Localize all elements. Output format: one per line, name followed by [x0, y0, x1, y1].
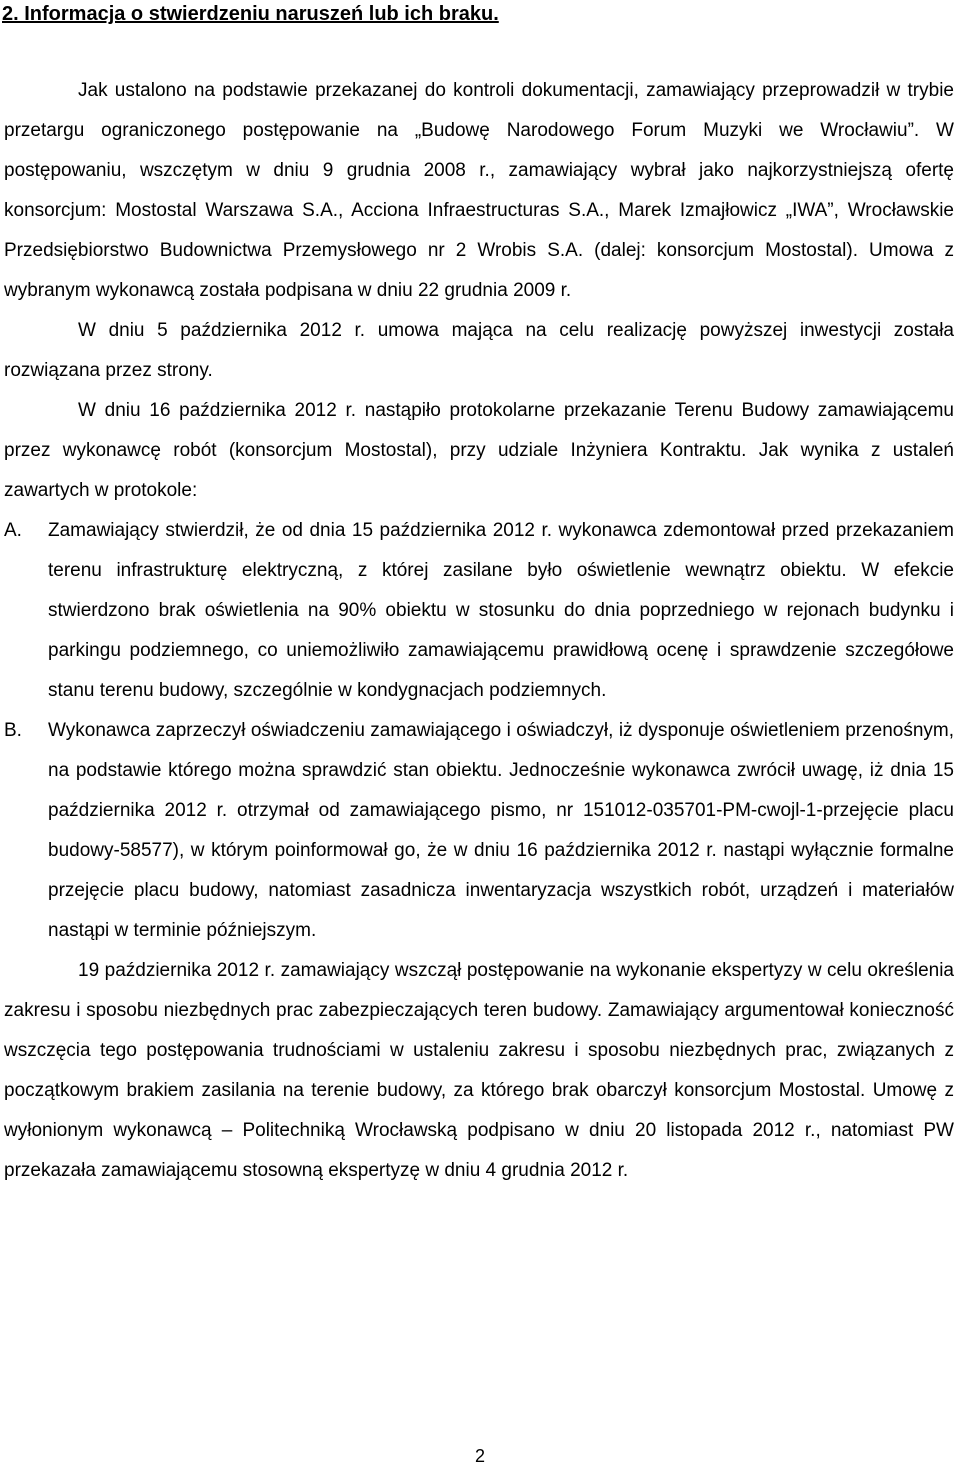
paragraph-contract-termination: W dniu 5 października 2012 r. umowa mająca na celu realizację powyższej inwestycji została rozwiązana przez strony.	[4, 320, 954, 381]
list-item-text: Wykonawca zaprzeczył oświadczeniu zamawiającego i oświadczył, iż dysponuje oświetleniem przenośnym, na podstawie którego można sprawdzić stan obiektu. Jednocześnie wykonawca zwrócił uwagę, iż dnia 15 października 2012 r. otrzymał od zamawiającego pismo, nr 151012-035701-PM-cwojl-1-przejęcie placu budowy-58577), w którym poinformował go, że w dniu 16 października 2012 r. nastąpi wyłącznie formalne przejęcie placu budowy, natomiast zasadnicza inwentaryzacja wszystkich robót, urządzeń i materiałów nastąpi w terminie późniejszym.	[48, 720, 954, 941]
page-number: 2	[474, 1446, 485, 1466]
paragraph-procurement: Jak ustalono na podstawie przekazanej do kontroli dokumentacji, zamawiający przeprowadził w trybie przetargu ograniczonego postępowanie na „Budowę Narodowego Forum Muzyki we Wrocławiu”. W postępowaniu, wszczętym w dniu 9 grudnia 2008 r., zamawiający wybrał jako najkorzystniejszą ofertę konsorcjum: Mostostal Warszawa S.A., Acciona Infraestructuras S.A., Marek Izmajłowicz „IWA”, Wrocławskie Przedsiębiorstwo Budownictwa Przemysłowego nr 2 Wrobis S.A. (dalej: konsorcjum Mostostal). Umowa z wybranym wykonawcą została podpisana w dniu 22 grudnia 2009 r.	[4, 80, 954, 301]
list-item-a: A. Zamawiający stwierdził, że od dnia 15 października 2012 r. wykonawca zdemontował przed przekazaniem terenu infrastrukturę elektryczną, z której zasilane było oświetlenie wewnątrz obiektu. W efekcie stwierdzono brak oświetlenia na 90% obiektu w stosunku do dnia poprzedniego w rejonach budynku i parkingu podziemnego, co uniemożliwiło zamawiającemu prawidłową ocenę i sprawdzenie szczegółowe stanu terenu budowy, szczególnie w kondygnacjach podziemnych.	[4, 520, 954, 701]
list-item-b: B. Wykonawca zaprzeczył oświadczeniu zamawiającego i oświadczył, iż dysponuje oświetleniem przenośnym, na podstawie którego można sprawdzić stan obiektu. Jednocześnie wykonawca zwrócił uwagę, iż dnia 15 października 2012 r. otrzymał od zamawiającego pismo, nr 151012-035701-PM-cwojl-1-przejęcie placu budowy-58577), w którym poinformował go, że w dniu 16 października 2012 r. nastąpi wyłącznie formalne przejęcie placu budowy, natomiast zasadnicza inwentaryzacja wszystkich robót, urządzeń i materiałów nastąpi w terminie późniejszym.	[4, 720, 954, 941]
paragraph-expertise: 19 października 2012 r. zamawiający wszczął postępowanie na wykonanie ekspertyzy w celu określenia zakresu i sposobu niezbędnych prac zabezpieczających teren budowy. Zamawiający argumentował konieczność wszczęcia tego postępowania trudnościami w ustaleniu zakresu i sposobu niezbędnych prac, związanych z początkowym brakiem zasilania na terenie budowy, za którego brak obarczył konsorcjum Mostostal. Umowę z wyłonionym wykonawcą – Politechniką Wrocławską podpisano w dniu 20 listopada 2012 r., natomiast PW przekazała zamawiającemu stosowną ekspertyzę w dniu 4 grudnia 2012 r.	[4, 960, 954, 1181]
document-body	[4, 71, 954, 1191]
section-heading: 2. Informacja o stwierdzeniu naruszeń lub ich braku.	[2, 3, 499, 25]
list-item-text: Zamawiający stwierdził, że od dnia 15 października 2012 r. wykonawca zdemontował przed przekazaniem terenu infrastrukturę elektryczną, z której zasilane było oświetlenie wewnątrz obiektu. W efekcie stwierdzono brak oświetlenia na 90% obiektu w stosunku do dnia poprzedniego w rejonach budynku i parkingu podziemnego, co uniemożliwiło zamawiającemu prawidłową ocenę i sprawdzenie szczegółowe stanu terenu budowy, szczególnie w kondygnacjach podziemnych.	[48, 520, 954, 701]
paragraph-site-handover: W dniu 16 października 2012 r. nastąpiło protokolarne przekazanie Terenu Budowy zamawiającemu przez wykonawcę robót (konsorcjum Mostostal), przy udziale Inżyniera Kontraktu. Jak wynika z ustaleń zawartych w protokole:	[4, 400, 954, 501]
